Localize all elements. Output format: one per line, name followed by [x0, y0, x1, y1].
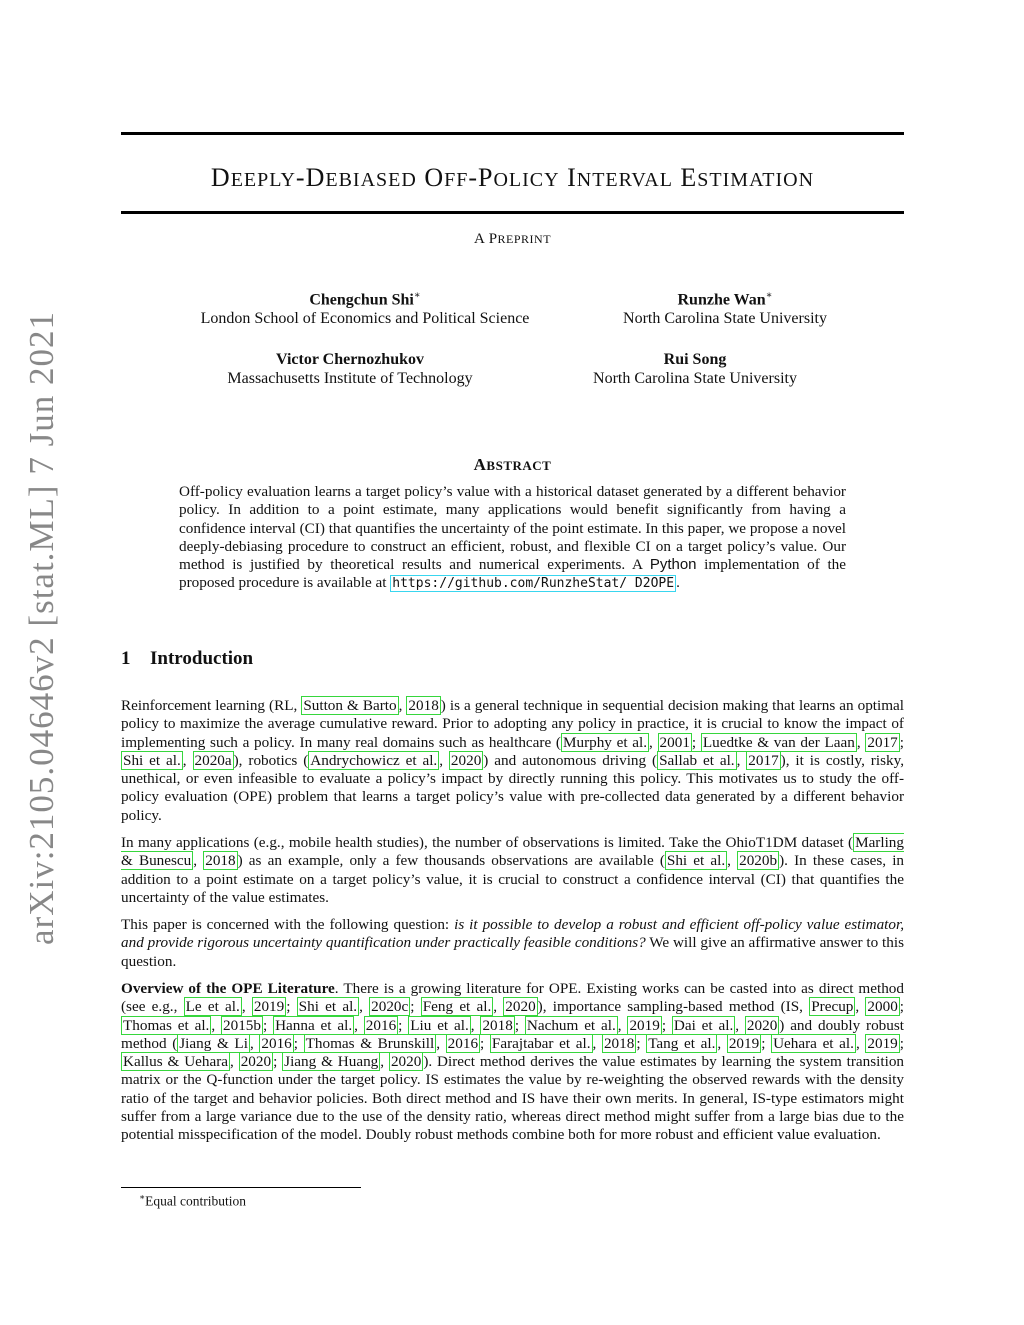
author-block [560, 350, 830, 388]
citation-link[interactable]: 2015b [223, 1016, 261, 1034]
title-top-rule [121, 132, 904, 135]
citation-link[interactable]: Nachum et al. [526, 1016, 616, 1034]
author-affiliation: London School of Economics and Political Science [200, 310, 530, 328]
citation-link[interactable]: 2018 [408, 697, 439, 714]
citation-link[interactable]: 2019 [728, 1034, 760, 1052]
citation-link[interactable]: 2001 [659, 733, 690, 751]
citation-link[interactable]: Jiang & Li [179, 1034, 248, 1052]
citation-link[interactable]: Farajtabar et al. [491, 1034, 591, 1052]
citation-link[interactable]: Shi et al. [123, 751, 181, 769]
body-paragraph: In many applications (e.g., mobile health studies), the number of observations is limited. Take the OhioT1DM dataset ( Marling & Bunescu , 2018 ) as an example, only a few thousands observations are available ( Shi et al. , 2020b ). In these cases, in addition to a point estimate on a target policy’s value, it is crucial to construct a confidence interval (CI) that quantifies the uncertainty of the value estimates. [121, 834, 905, 906]
citation-link[interactable]: 2016 [447, 1034, 479, 1052]
citation-link[interactable]: 2020a [194, 751, 232, 769]
author-block [560, 286, 890, 328]
citation-link[interactable]: Marling & Bunescu [121, 834, 904, 870]
citation-link[interactable]: 2018 [482, 1016, 513, 1034]
citation-link[interactable]: Sallab et al. [659, 751, 735, 769]
citation-link[interactable]: 2018 [205, 852, 236, 870]
citation-link[interactable]: 2018 [603, 1034, 635, 1052]
title-bottom-rule [121, 211, 904, 214]
author-name: Runzhe Wan∗ [677, 290, 773, 309]
citation-link[interactable]: Thomas et al. [123, 1016, 210, 1034]
citation-link[interactable]: 2016 [261, 1034, 292, 1052]
citation-link[interactable]: 2020 [390, 1053, 422, 1071]
citation-link[interactable]: Le et al. [185, 998, 240, 1016]
section-heading: 1 Introduction [121, 648, 254, 669]
citation-link[interactable]: Luedtke & van der Laan [702, 733, 855, 751]
citation-link[interactable]: 2017 [748, 751, 779, 769]
abstract-text: Off-policy evaluation learns a target policy’s value with a historical dataset generated by a different behavior policy. In addition to a point estimate, many applications would benefit significantly from having a confidence interval (CI) that quantifies the uncertainty of the point estimate. In this paper, we propose a novel deeply-debiasing procedure to construct an efficient, robust, and flexible CI on a target policy’s value. Our method is justified by theoretical results and numerical experiments. A Python implementation of the proposed procedure is available at https://github.com/RunzheStat/ D2OPE . [179, 483, 846, 592]
citation-link[interactable]: Shi et al. [298, 998, 358, 1016]
citation-link[interactable]: Andrychowicz et al. [310, 751, 438, 769]
citation-link[interactable]: Murphy et al. [562, 733, 648, 751]
paragraph-lead: Overview of the OPE Literature [121, 980, 335, 997]
citation-link[interactable]: 2020 [505, 998, 536, 1016]
citation-link[interactable]: Uehara et al. [773, 1034, 854, 1052]
citation-link[interactable]: 2020 [746, 1016, 778, 1034]
author-affiliation: North Carolina State University [593, 370, 797, 387]
citation-link[interactable]: 2019 [867, 1034, 898, 1052]
github-link[interactable]: https://github.com/RunzheStat/ D2OPE [392, 576, 675, 592]
citation-link[interactable]: 2020 [240, 1053, 272, 1071]
citation-link[interactable]: Tang et al. [648, 1034, 716, 1052]
citation-link[interactable]: Hanna et al. [275, 1016, 353, 1034]
citation-link[interactable]: 2020b [739, 852, 778, 870]
citation-link[interactable]: Liu et al. [410, 1016, 469, 1034]
author-affiliation: Massachusetts Institute of Technology [227, 370, 473, 387]
citation-link[interactable]: 2020 [450, 751, 482, 769]
footnote-rule [121, 1187, 361, 1188]
citation-link[interactable]: Shi et al. [666, 852, 726, 870]
author-affiliation: North Carolina State University [623, 310, 827, 328]
citation-link[interactable]: Feng et al. [422, 998, 492, 1016]
citation-link[interactable]: 2020c [371, 998, 409, 1016]
citation-link[interactable]: 2019 [629, 1016, 660, 1034]
paper-title: DEEPLY-DEBIASED OFF-POLICY INTERVAL ESTIMATION [210, 163, 815, 192]
citation-link[interactable]: 2016 [365, 1016, 397, 1034]
author-name: Chengchun Shi∗ [309, 290, 421, 309]
author-name: Rui Song [663, 351, 727, 368]
body-paragraph: Overview of the OPE Literature. There is a growing literature for OPE. Existing works can be casted into as direct method (see e.g., Le et al. , 2019 ; Shi et al. , 2020c ; Feng et al. , 2020 ), importance sampling-based method (IS, Precup , 2000 ; Thomas et al. , 2015b ; Hanna et al. , 2016 ; Liu et al. , 2018 ; Nachum et al. , 2019 ; Dai et al. , 2020 ) and doubly robust method ( Jiang & Li , 2016 ; Thomas & Brunskill , 2016 ; Farajtabar et al. , 2018 ; Tang et al. , 2019 ; Uehara et al. , 2019 ; Kallus & Uehara , 2020 ; Jiang & Huang , 2020 ). Direct method derives the value estimates by learning the system transition matrix or the Q-function under the target policy. IS estimates the value by re-weighting the observed rewards with the density ratio of the target and behavior policies. Both direct method and IS have their own merits. In general, IS-type estimators might suffer from a large variance due to the use of the density ratio, whereas direct method might suffer from a large bias due to the potential misspecification of the model. Doubly robust methods combine both for more robust and efficient value evaluation. [121, 980, 905, 1144]
citation-link[interactable]: Jiang & Huang [284, 1053, 379, 1071]
preprint-label: A PREPRINT [473, 231, 552, 247]
citation-link[interactable]: Kallus & Uehara [123, 1053, 229, 1071]
author-block [150, 286, 580, 328]
citation-link[interactable]: Sutton & Barto [303, 697, 397, 714]
author-block [150, 350, 550, 388]
author-name: Victor Chernozhukov [276, 351, 424, 368]
citation-link[interactable]: 2017 [867, 733, 898, 751]
citation-link[interactable]: Thomas & Brunskill [305, 1034, 435, 1052]
body-paragraph: This paper is concerned with the following question: is it possible to develop a robust and efficient off-policy value estimator, and provide rigorous uncertainty quantification under practically feasible conditions? We will give an affirmative answer to this question. [121, 916, 904, 970]
citation-link[interactable]: Dai et al. [673, 1016, 734, 1034]
citation-link[interactable]: 2000 [867, 998, 898, 1016]
arxiv-identifier-stamp: arXiv:2105.04646v2 [stat.ML] 7 Jun 2021 [22, 311, 61, 945]
citation-link[interactable]: 2019 [253, 998, 285, 1016]
body-paragraph: Reinforcement learning (RL, Sutton & Barto , 2018 ) is a general technique in sequential decision making that learns an optimal policy to maximize the average cumulative reward. Prior to adopting any policy in practice, it is crucial to know the impact of implementing such a policy. In many real domains such as healthcare ( Murphy et al. , 2001 ; Luedtke & van der Laan , 2017 ; Shi et al. , 2020a ), robotics ( Andrychowicz et al. , 2020 ) and autonomous driving ( Sallab et al. , 2017 ), it is costly, risky, unethical, or even infeasible to evaluate a policy’s impact by directly running this policy. This motivates us to study the off-policy evaluation (OPE) problem that learns a target policy’s value with pre-collected data generated by a different behavior policy. [121, 697, 905, 824]
abstract-heading: ABSTRACT [473, 455, 552, 474]
research-question: is it possible to develop a robust and efficient off-policy value estimator, and provide rigorous uncertainty quantification under practically feasible conditions? [121, 916, 904, 952]
footnote: ∗Equal contribution [139, 1192, 246, 1209]
citation-link[interactable]: Precup [811, 998, 854, 1016]
